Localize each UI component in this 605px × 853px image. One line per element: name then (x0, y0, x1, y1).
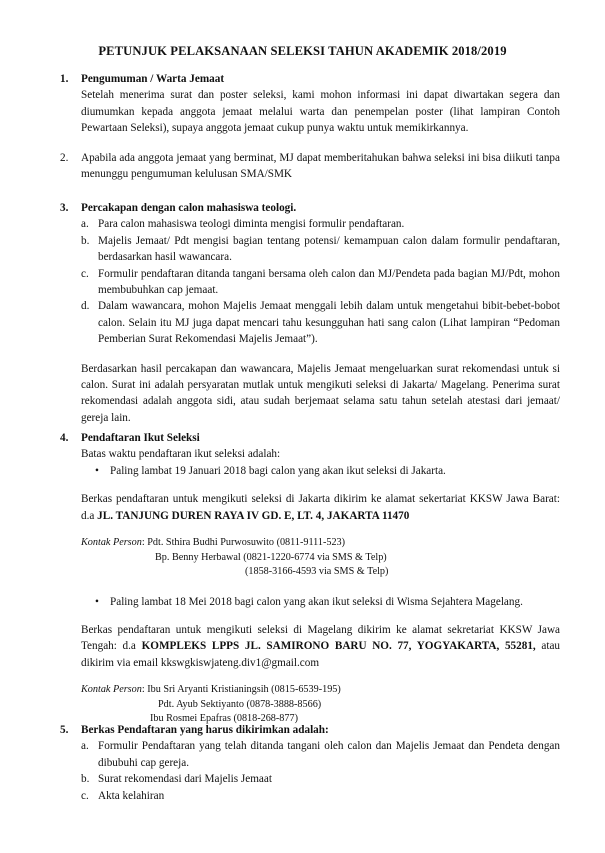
section-4-number: 4. (60, 432, 69, 444)
section-4-heading: Pendaftaran Ikut Seleksi (81, 432, 200, 444)
document-title: PETUNJUK PELAKSANAAN SELEKSI TAHUN AKADEMIK 2018/2019 (98, 44, 507, 58)
section-5 (60, 722, 560, 804)
section-5-heading: Berkas Pendaftaran yang harus dikirimkan adalah: (81, 724, 329, 736)
section-3-heading: Percakapan dengan calon mahasiswa teologi. (81, 202, 297, 214)
section-1-heading: Pengumuman / Warta Jemaat (81, 73, 225, 85)
section-3-number: 3. (60, 202, 69, 214)
section-3-paragraph: Berdasarkan hasil percakapan dan wawancara, Majelis Jemaat mengeluarkan surat rekomendasi untuk si calon. Surat ini adalah persyaratan mutlak untuk mengikuti seleksi di Jakarta/ Magelang. Penerima surat rekomendasi adalah anggota sidi, atau sudah berjemaat selama satu tahun setelah atestasi dari jemaat/ gereja lain. (81, 362, 560, 424)
section-1-number: 1. (60, 73, 69, 85)
bullet-icon: • (95, 464, 99, 477)
jakarta-address: JL. TANJUNG DUREN RAYA IV GD. E, LT. 4, JAKARTA 11470 (97, 509, 410, 522)
section-4-intro: Batas waktu pendaftaran ikut seleksi adalah: (81, 448, 281, 461)
section-1 (60, 71, 560, 137)
list-item: a. Formulir Pendaftaran yang telah ditanda tangani oleh calon dan Majelis Jemaat dan Pendeta dengan dibubuhi cap gereja. (81, 740, 560, 769)
deadline-jakarta: • Paling lambat 19 Januari 2018 bagi calon yang akan ikut seleksi di Jakarta. (81, 463, 560, 479)
section-2-paragraph: Apabila ada anggota jemaat yang berminat, MJ dapat memberitahukan bahwa seleksi ini bisa diikuti tanpa menunggu pengumuman kelulusan SMA/SMK (81, 152, 560, 181)
section-5-number: 5. (60, 724, 69, 736)
section-4 (60, 430, 560, 727)
list-item: b. Surat rekomendasi dari Majelis Jemaat (81, 773, 272, 786)
magelang-address: KOMPLEKS LPPS JL. SAMIRONO BARU NO. 77, YOGYAKARTA, 55281, (141, 640, 536, 653)
section-1-paragraph: Setelah menerima surat dan poster seleksi, kami mohon informasi ini dapat diwartakan segera dan diumumkan kepada anggota jemaat melalui warta dan penempelan poster (lihat lampiran Contoh Pewartaan Seleksi), supaya anggota jemaat cukup punya waktu untuk memikirkannya. (81, 89, 560, 135)
list-item: a. Para calon mahasiswa teologi diminta mengisi formulir pendaftaran. (81, 218, 405, 231)
deadline-magelang: • Paling lambat 18 Mei 2018 bagi calon yang akan ikut seleksi di Wisma Sejahtera Magelang. (81, 594, 560, 610)
list-item: b. Majelis Jemaat/ Pdt mengisi bagian tentang potensi/ kemampuan calon dalam formulir pendaftaran, berdasarkan hasil wawancara. (81, 234, 560, 264)
section-5-list (81, 738, 560, 804)
list-item: c. Akta kelahiran (81, 789, 165, 802)
magelang-contacts: Kontak Person: Ibu Sri Aryanti Kristianingsih (0815-6539-195) Pdt. Ayub Sektiyanto (0878-3888-8566) Ibu Rosmei Epafras (0818-268-877) (81, 684, 341, 725)
jakarta-contacts: Kontak Person: Pdt. Sthira Budhi Purwosuwito (0811-9111-523) Bp. Benny Herbawal (0821-1220-6774 via SMS & Telp) (1858-3166-4593 via SMS & Telp) (81, 537, 389, 578)
list-item: d. Dalam wawancara, mohon Majelis Jemaat menggali lebih dalam untuk mengetahui bibit-bebet-bobot calon. Selain itu MJ juga dapat mencari tahu kesungguhan hati sang calon (Lihat lampiran “Pedoman Pemberian Surat Rekomendasi Majelis Jemaat”). (81, 300, 560, 346)
jakarta-address-paragraph: Berkas pendaftaran untuk mengikuti seleksi di Jakarta dikirim ke alamat sekertariat KKSW Jawa Barat: d.a JL. TANJUNG DUREN RAYA IV GD. E, LT. 4, JAKARTA 11470 (81, 493, 560, 522)
bullet-icon: • (95, 595, 99, 608)
magelang-address-paragraph: Berkas pendaftaran untuk mengikuti seleksi di Magelang dikirim ke alamat sekretariat KKSW Jawa Tengah: d.a KOMPLEKS LPPS JL. SAMIRONO BARU NO. 77, YOGYAKARTA, 55281, atau dikirim via email kkswgkiswjateng.div1@gmail.com (81, 623, 561, 669)
contact-person-label: Kontak Person (81, 537, 142, 549)
list-item: c. Formulir pendaftaran ditanda tangani bersama oleh calon dan MJ/Pendeta pada bagian MJ/Pdt, mohon membubuhkan cap jemaat. (81, 267, 560, 297)
section-3 (60, 200, 560, 426)
section-2 (60, 150, 560, 183)
section-2-number: 2. (60, 152, 69, 164)
section-3-list (81, 216, 560, 347)
